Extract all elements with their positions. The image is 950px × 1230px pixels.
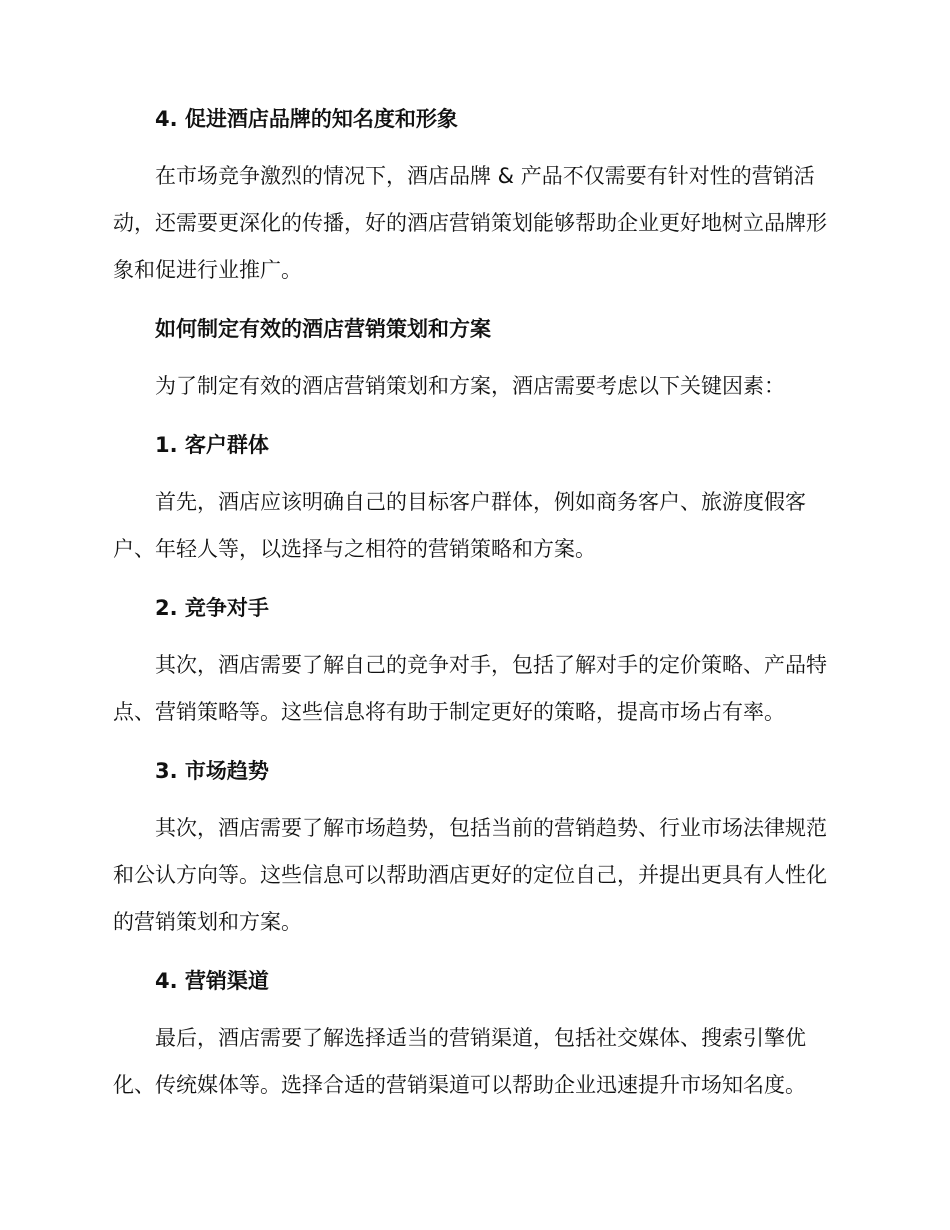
document-body [113, 104, 833, 1109]
section-paragraph-brand: 在市场竞争激烈的情况下，酒店品牌 & 产品不仅需要有针对性的营销活动，还需要更深化的传播，好的酒店营销策划能够帮助企业更好地树立品牌形象和促进行业推广。 [113, 164, 827, 282]
section-paragraph-customers: 首先，酒店应该明确自己的目标客户群体，例如商务客户、旅游度假客户、年轻人等，以选择与之相符的营销策略和方案。 [113, 490, 806, 561]
section-heading-brand: 4. 促进酒店品牌的知名度和形象 [155, 107, 458, 131]
section-paragraph-trends: 其次，酒店需要了解市场趋势，包括当前的营销趋势、行业市场法律规范和公认方向等。这些信息可以帮助酒店更好的定位自己，并提出更具有人性化的营销策划和方案。 [113, 816, 827, 934]
section-heading-competitors: 2. 竞争对手 [155, 596, 269, 620]
section-heading-channels: 4. 营销渠道 [155, 969, 269, 993]
section-heading-customers: 1. 客户群体 [155, 433, 269, 457]
section-heading-trends: 3. 市场趋势 [155, 759, 269, 783]
section-heading-how-to: 如何制定有效的酒店营销策划和方案 [155, 317, 491, 341]
section-paragraph-channels: 最后，酒店需要了解选择适当的营销渠道，包括社交媒体、搜索引擎优化、传统媒体等。选择合适的营销渠道可以帮助企业迅速提升市场知名度。 [113, 1026, 806, 1097]
section-paragraph-competitors: 其次，酒店需要了解自己的竞争对手，包括了解对手的定价策略、产品特点、营销策略等。这些信息将有助于制定更好的策略，提高市场占有率。 [113, 653, 827, 724]
section-paragraph-how-to: 为了制定有效的酒店营销策划和方案，酒店需要考虑以下关键因素： [155, 374, 785, 398]
